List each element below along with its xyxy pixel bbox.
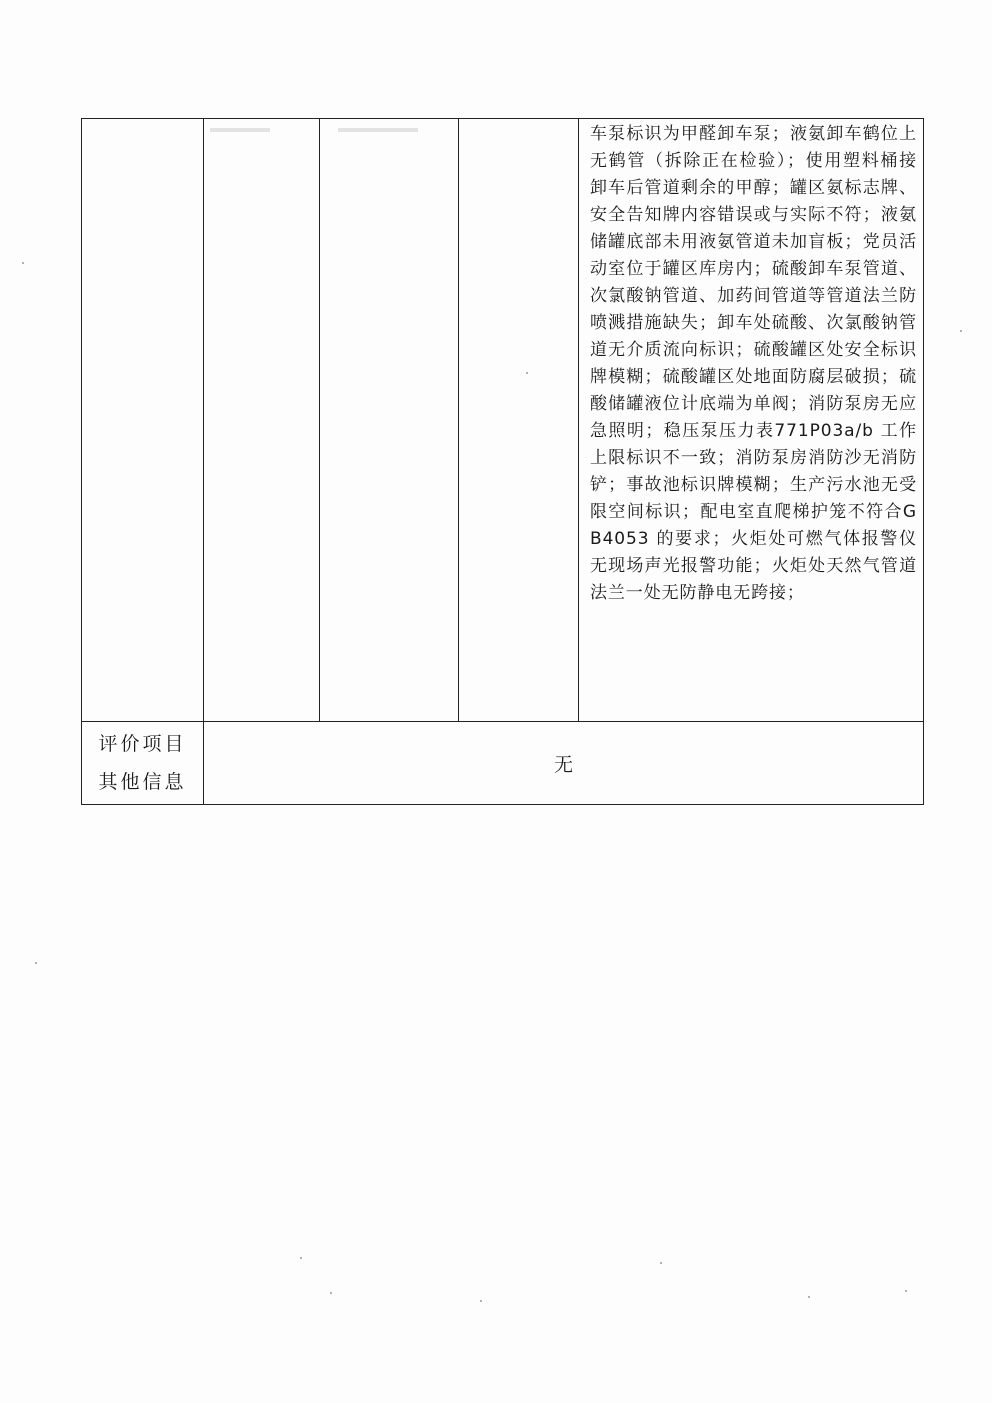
other-info-value: 无: [204, 722, 924, 805]
scan-speck: [330, 1292, 332, 1294]
faded-text-mark: [204, 125, 314, 135]
findings-cell: [579, 119, 924, 722]
faded-text-mark: [320, 125, 450, 135]
table-cell-col1: [82, 119, 204, 722]
scan-speck: [905, 1290, 907, 1292]
other-info-label-cell: [82, 722, 204, 805]
scan-speck: [960, 330, 962, 332]
findings-row: [82, 119, 924, 722]
scan-speck: [480, 1300, 482, 1302]
scan-speck: [808, 1296, 810, 1298]
other-info-row: [82, 722, 924, 805]
other-info-label-line1: 评价项目: [98, 733, 187, 755]
other-info-label-line2: 其他信息: [98, 771, 187, 793]
scan-speck: [300, 1257, 302, 1259]
table-cell-col3: [320, 119, 459, 722]
scan-speck: [22, 262, 24, 264]
evaluation-table: [81, 118, 924, 805]
scan-speck: [35, 962, 37, 964]
findings-text: 车泵标识为甲醛卸车泵；液氨卸车鹤位上无鹤管（拆除正在检验）；使用塑料桶接卸车后管道剩余的甲醇；罐区氨标志牌、安全告知牌内容错误或与实际不符；液氨储罐底部未用液氨管道未加盲板；党员活动室位于罐区库房内；硫酸卸车泵管道、次氯酸钠管道、加药间管道等管道法兰防喷溅措施缺失；卸车处硫酸、次氯酸钠管道无介质流向标识；硫酸罐区处安全标识牌模糊；硫酸罐区处地面防腐层破损；硫酸储罐液位计底端为单阀；消防泵房无应急照明；稳压泵压力表771P03a/b 工作上限标识不一致；消防泵房消防沙无消防铲；事故池标识牌模糊；生产污水池无受限空间标识；配电室直爬梯护笼不符合GB4053 的要求；火炬处可燃气体报警仪无现场声光报警功能；火炬处天然气管道法兰一处无防静电无跨接；: [590, 124, 917, 603]
table-cell-col4: [459, 119, 579, 722]
scan-speck: [526, 372, 528, 374]
scan-speck: [660, 1262, 662, 1264]
table-cell-col2: [204, 119, 320, 722]
